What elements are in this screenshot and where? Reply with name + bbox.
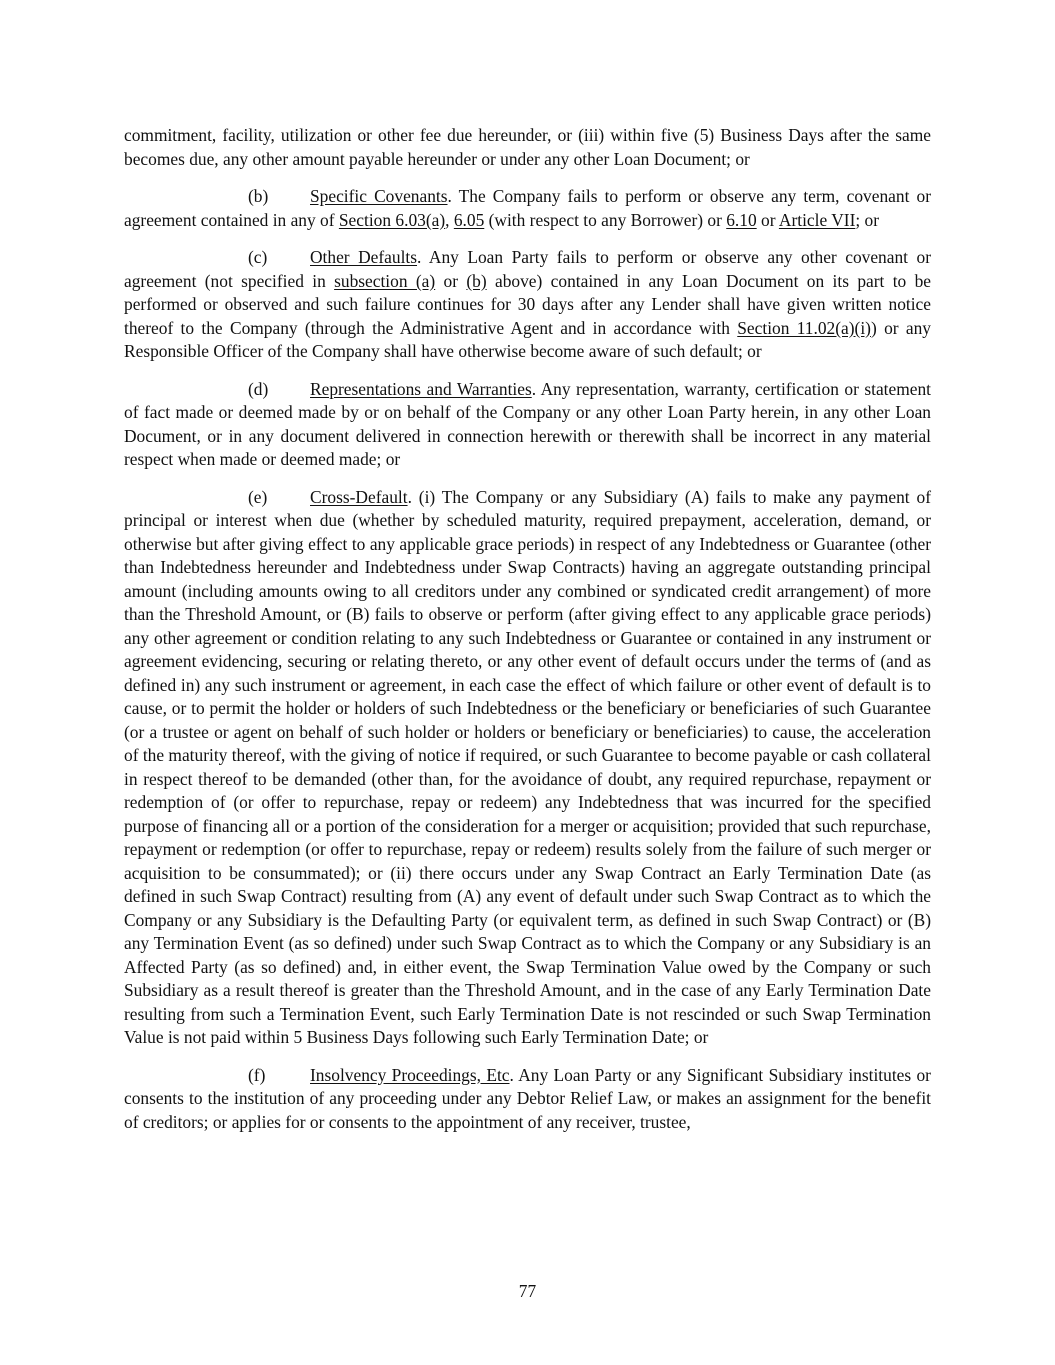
clause-f-heading: Insolvency Proceedings, Etc bbox=[310, 1064, 510, 1085]
clause-c-text: ) or any Responsible Officer of the Company shall have otherwise become aware of such default; or bbox=[124, 317, 931, 361]
article-reference: Article VII bbox=[778, 209, 856, 230]
clause-d-heading: Representations and Warranties bbox=[310, 378, 532, 399]
clause-b-text: or bbox=[756, 209, 779, 230]
clause-b-text: . The Company fails to perform or observe any term, covenant or agreement contained in any of bbox=[124, 186, 932, 230]
clause-b-text: , bbox=[445, 209, 454, 230]
clause-e-marker: (e) bbox=[248, 486, 268, 507]
clause-c-marker: (c) bbox=[248, 247, 268, 267]
clause-f-marker: (f) bbox=[248, 1064, 266, 1085]
clause-c-text: or bbox=[435, 270, 467, 291]
subsection-reference: (b) bbox=[466, 270, 487, 291]
clause-e-heading: Cross-Default bbox=[310, 486, 408, 507]
clause-c-text: above) contained in any Loan Document on its part to be performed or observed and such failure continues for 30 days after any Lender shall have given written notice thereof to the Company (through the Administrative Agent and in accordance with bbox=[124, 270, 931, 338]
clause-b-text: ; or bbox=[855, 209, 880, 230]
clause-c-heading: Other Defaults bbox=[310, 247, 418, 267]
document-page bbox=[124, 124, 931, 1148]
clause-d-marker: (d) bbox=[248, 378, 269, 399]
section-reference: Section 11.02(a)(i) bbox=[737, 317, 871, 338]
section-reference: 6.05 bbox=[453, 209, 485, 230]
continuation-text: commitment, facility, utilization or other fee due hereunder, or (iii) within five (5) Business Days after the same becomes due, any other amount payable hereunder or under any other Loan Document; or bbox=[124, 125, 931, 169]
clause-e bbox=[124, 486, 931, 1050]
clause-d bbox=[124, 378, 931, 472]
clause-c bbox=[124, 246, 931, 364]
clause-c-text: . Any Loan Party fails to perform or observe any other covenant or agreement (not specified in bbox=[124, 247, 931, 291]
clause-b-heading: Specific Covenants bbox=[310, 186, 448, 206]
clause-f bbox=[124, 1064, 931, 1135]
continuation-paragraph bbox=[124, 124, 931, 171]
clause-e-text: . (i) The Company or any Subsidiary (A) fails to make any payment of principal or interest when due (whether by scheduled maturity, required prepayment, acceleration, demand, or otherwise but after giving effect to any applicable grace periods) in respect of any Indebtedness or Guarantee (other than Indebtedness hereunder and Indebtedness under Swap Contracts) having an aggregate outstanding principal amount (including amounts owing to all creditors under any combined or syndicated credit arrangement) of more than the Threshold Amount, or (B) fails to observe or perform (after giving effect to any applicable grace periods) any other agreement or condition relating to any such Indebtedness or Guarantee or contained in any instrument or agreement evidencing, securing or relating thereto, or any other event of default occurs under the terms of (and as defined in) any such instrument or agreement, in each case the effect of which failure or other event of default is to cause, or to permit the holder or holders of such Indebtedness or the beneficiary or beneficiaries of such Guarantee (or a trustee or agent on behalf of such holder or holders or beneficiary or beneficiaries) to cause, the acceleration of the maturity thereof, with the giving of notice if required, or such Guarantee to become payable or cash collateral in respect thereof to be demanded (other than, for the avoidance of doubt, any required repurchase, repayment or redemption of (or offer to repurchase, repay or redeem) any Indebtedness that was incurred for the specified purpose of financing all or a portion of the consideration for a merger or acquisition; provided that such repurchase, repayment or redemption (or offer to repurchase, repay or redeem) results solely from the failure of such merger or acquisition to be consummated); or (ii) there occurs under any Swap Contract an Early Termination Date (as defined in such Swap Contract) resulting from (A) any event of default under such Swap Contract as to which the Company or any Subsidiary is the Defaulting Party (or equivalent term, as defined in such Swap Contract) or (B) any Termination Event (as so defined) under such Swap Contract as to which the Company or any Subsidiary is an Affected Party (as so defined) and, in either event, the Swap Termination Value owed by the Company or such Subsidiary as a result thereof is greater than the Threshold Amount, and in the case of any Early Termination Date resulting from such a Termination Event, such Early Termination Date is not rescinded or such Swap Termination Value is not paid within 5 Business Days following such Early Termination Date; or bbox=[124, 486, 931, 1047]
subsection-reference: subsection (a) bbox=[334, 270, 436, 291]
clause-b-marker: (b) bbox=[248, 186, 269, 206]
clause-b bbox=[124, 185, 931, 232]
clause-f-text: . Any Loan Party or any Significant Subsidiary institutes or consents to the institution of any proceeding under any Debtor Relief Law, or makes an assignment for the benefit of creditors; or applies for or consents to the appointment of any receiver, trustee, bbox=[124, 1064, 931, 1132]
clause-b-text: (with respect to any Borrower) or bbox=[484, 209, 727, 230]
clause-d-text: . Any representation, warranty, certification or statement of fact made or deemed made by or on behalf of the Company or any other Loan Party herein, in any other Loan Document, or in any document delivered in connection herewith or therewith shall be incorrect in any material respect when made or deemed made; or bbox=[124, 378, 931, 469]
page-number: 77 bbox=[518, 1281, 537, 1301]
section-reference: Section 6.03(a) bbox=[338, 209, 446, 230]
section-reference: 6.10 bbox=[726, 209, 757, 230]
